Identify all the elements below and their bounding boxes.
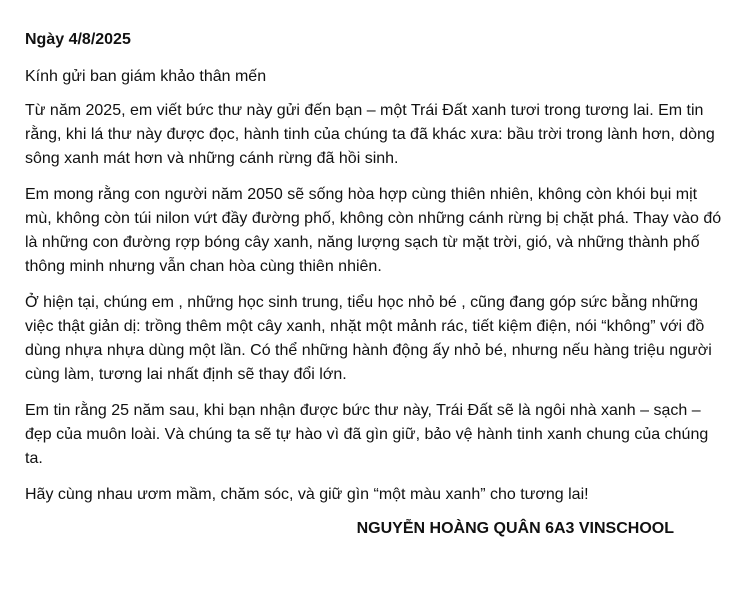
letter-closing: Hãy cùng nhau ươm mầm, chăm sóc, và giữ gìn “một màu xanh” cho tương lai! (25, 486, 589, 503)
letter-paragraph-1: Từ năm 2025, em viết bức thư này gửi đến bạn – một Trái Đất xanh tươi trong tương lai. Em tin rằng, khi lá thư này được đọc, hành tinh của chúng ta đã khác xưa: bầu trời trong lành hơn, dòng sông xanh mát hơn và những cánh rừng đã hồi sinh. (25, 102, 715, 167)
letter-document (25, 28, 725, 541)
letter-paragraph-4: Em tin rằng 25 năm sau, khi bạn nhận được bức thư này, Trái Đất sẽ là ngôi nhà xanh – sạch – đẹp của muôn loài. Và chúng ta sẽ tự hào vì đã gìn giữ, bảo vệ hành tinh xanh chung của chúng ta. (25, 402, 709, 467)
letter-greeting: Kính gửi ban giám khảo thân mến (25, 68, 267, 85)
letter-signature: NGUYỄN HOÀNG QUÂN 6A3 VINSCHOOL (356, 520, 674, 537)
letter-paragraph-3: Ở hiện tại, chúng em , những học sinh trung, tiểu học nhỏ bé , cũng đang góp sức bằng những việc thật giản dị: trồng thêm một cây xanh, nhặt một mảnh rác, tiết kiệm điện, nói “không” với đồ dùng nhựa nhựa dùng một lần. Có thể những hành động ấy nhỏ bé, nhưng nếu hàng triệu người cùng làm, tương lai nhất định sẽ thay đổi lớn. (25, 294, 712, 383)
letter-paragraph-2: Em mong rằng con người năm 2050 sẽ sống hòa hợp cùng thiên nhiên, không còn khói bụi mịt mù, không còn túi nilon vứt đầy đường phố, không còn những cánh rừng bị chặt phá. Thay vào đó là những con đường rợp bóng cây xanh, năng lượng sạch từ mặt trời, gió, và những thành phố thông minh nhưng vẫn chan hòa cùng thiên nhiên. (25, 186, 722, 275)
letter-date: Ngày 4/8/2025 (25, 31, 131, 48)
